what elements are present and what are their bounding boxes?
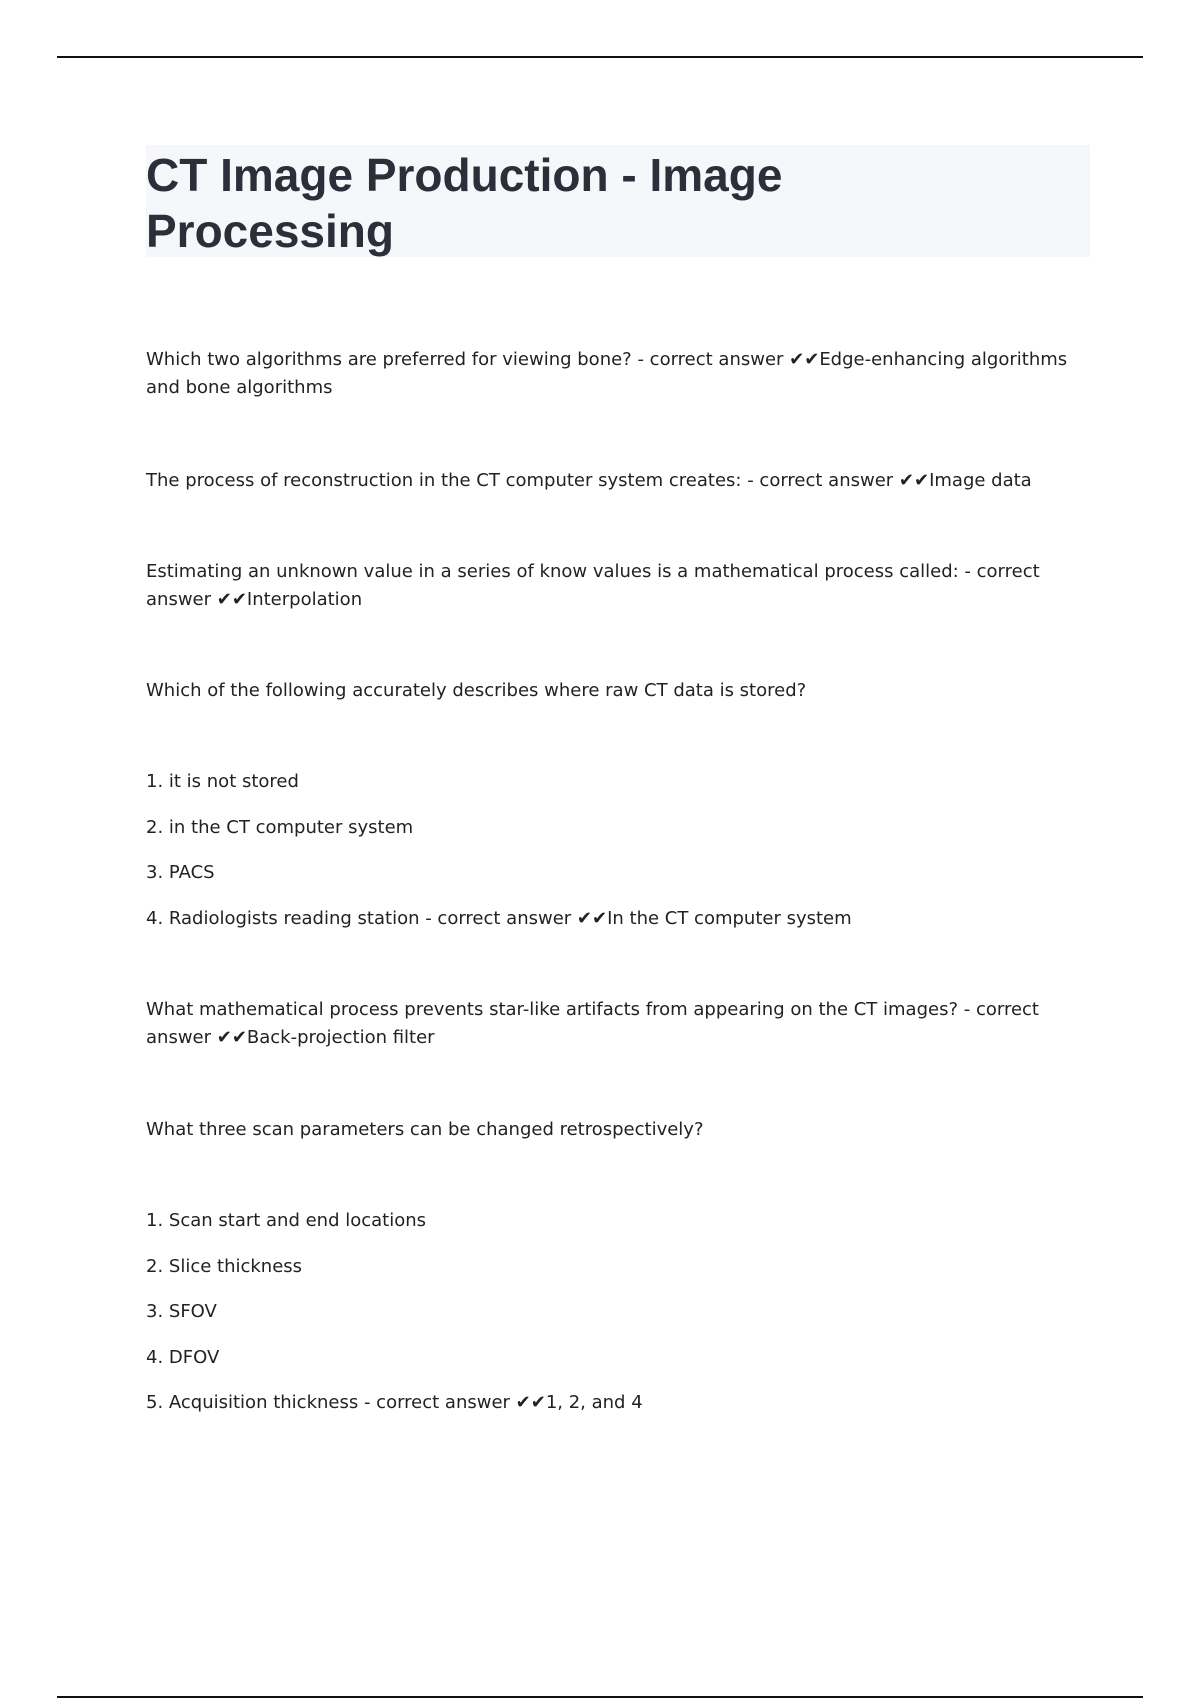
bottom-rule [57,1696,1143,1698]
list-item: 1. it is not stored [146,771,299,792]
qa-item-6-option [146,1389,1096,1417]
list-item: 5. Acquisition thickness - correct answer ✔✔1, 2, and 4 [146,1392,643,1413]
qa-item-6-option [146,1344,1096,1372]
qa-item-4-question-text: Which of the following accurately describes where raw CT data is stored? [146,680,807,701]
list-item: 1. Scan start and end locations [146,1210,427,1231]
list-item: 3. PACS [146,862,215,883]
qa-item-2-line-1: The process of reconstruction in the CT computer system creates: - correct answer ✔✔Image data [146,470,1032,491]
qa-item-4-option [146,768,1096,796]
qa-item-4-option [146,859,1096,887]
qa-item-6-question [146,1116,1096,1144]
qa-item-4-option [146,905,1096,933]
qa-item-3-line-1: Estimating an unknown value in a series of know values is a mathematical process called: - correct [146,561,1040,582]
qa-item-6-option [146,1253,1096,1281]
qa-item-1 [146,346,1096,402]
qa-item-6-option [146,1207,1096,1235]
top-rule [57,56,1143,58]
title-banner [146,145,1090,257]
list-item: 3. SFOV [146,1301,217,1322]
title-line-2: Processing [146,205,394,257]
qa-item-1-line-1: Which two algorithms are preferred for viewing bone? - correct answer ✔✔Edge-enhancing algorithms [146,349,1068,370]
qa-item-6-question-text: What three scan parameters can be changed retrospectively? [146,1119,704,1140]
qa-item-4-option [146,814,1096,842]
qa-item-5-line-2: answer ✔✔Back-projection filter [146,1027,435,1048]
page-title [146,145,1090,259]
qa-item-3 [146,558,1096,614]
list-item: 2. Slice thickness [146,1256,303,1277]
list-item: 2. in the CT computer system [146,817,414,838]
title-line-1: CT Image Production - Image [146,149,783,201]
qa-item-4-question [146,677,1096,705]
qa-item-6-option [146,1298,1096,1326]
list-item: 4. Radiologists reading station - correct answer ✔✔In the CT computer system [146,908,852,929]
list-item: 4. DFOV [146,1347,220,1368]
qa-item-5-line-1: What mathematical process prevents star-like artifacts from appearing on the CT images? - correct [146,999,1039,1020]
qa-item-2 [146,467,1096,495]
qa-item-3-line-2: answer ✔✔Interpolation [146,589,363,610]
qa-item-1-line-2: and bone algorithms [146,377,333,398]
qa-item-5 [146,996,1096,1052]
